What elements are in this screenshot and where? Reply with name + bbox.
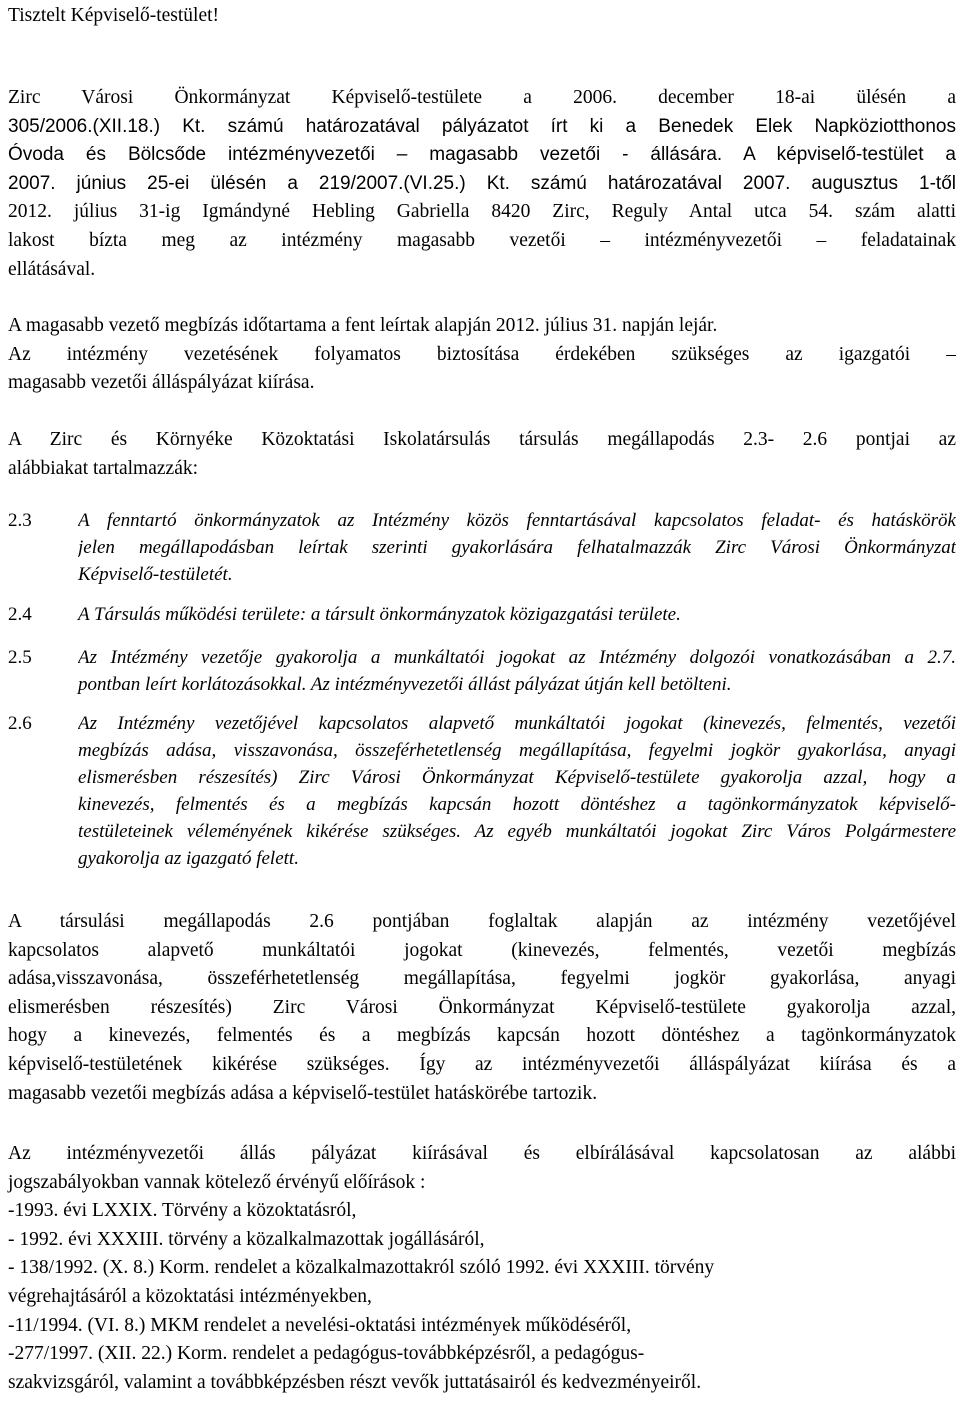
intro-line: 2012. július 31-ig Igmándyné Hebling Gabriella 8420 Zirc, Reguly Antal utca 54. szám alatti xyxy=(8,201,956,223)
agreement-intro-line: A Zirc és Környéke Közoktatási Iskolatársulás társulás megállapodás 2.3- 2.6 pontjai az xyxy=(8,429,956,450)
summary-line: magasabb vezetői megbízás adása a képviselő-testület hatáskörébe tartozik. xyxy=(8,1082,598,1104)
intro-line: 305/2006.(XII.18.) Kt. számú határozatával pályázatot írt ki a Benedek Elek Napköziotthonos xyxy=(8,115,956,137)
summary-line: kapcsolatos alapvető munkáltatói jogokat (kinevezés, felmentés, vezetői megbízás xyxy=(8,939,956,961)
item-line: Az Intézmény vezetőjével kapcsolatos alapvető munkáltatói jogokat (kinevezés, felmentés, vezetői xyxy=(78,713,956,734)
item-line: jelen megállapodásban leírtak szerinti gyakorlására felhatalmazzák Zirc Városi Önkormányzat xyxy=(78,537,956,558)
term-line: A magasabb vezető megbízás időtartama a fent leírtak alapján 2012. július 31. napján lejár. xyxy=(8,315,718,336)
item-number: 2.6 xyxy=(8,713,32,734)
summary-line: elismerésben részesítés) Zirc Városi Önkormányzat Képviselő-testülete gyakorolja azzal, xyxy=(8,996,956,1018)
item-number: 2.3 xyxy=(8,510,32,531)
legal-list-item: szakvizsgáról, valamint a továbbképzésben részt vevők juttatásairól és kedvezményeiről. xyxy=(8,1371,702,1393)
legal-paragraph xyxy=(8,1140,956,1397)
legal-list-item: - 1992. évi XXXIII. törvény a közalkalmazottak jogállásáról, xyxy=(8,1228,485,1250)
summary-paragraph xyxy=(8,908,956,1108)
item-line: Képviselő-testületét. xyxy=(78,564,233,585)
term-paragraph xyxy=(8,312,956,398)
item-number: 2.4 xyxy=(8,604,32,625)
summary-line: képviselő-testületének kikérése szükséges. Így az intézményvezetői álláspályázat kiírása és a xyxy=(8,1053,956,1075)
legal-intro-line: Az intézményvezetői állás pályázat kiírásával és elbírálásával kapcsolatosan az alábbi xyxy=(8,1143,956,1164)
item-line: elismerésben részesítés) Zirc Városi Önkormányzat Képviselő-testülete gyakorolja azzal, hogy a xyxy=(78,767,956,788)
legal-list-item: - 138/1992. (X. 8.) Korm. rendelet a közalkalmazottakról szóló 1992. évi XXXIII. törvény xyxy=(8,1257,715,1279)
legal-list-item: -277/1997. (XII. 22.) Korm. rendelet a pedagógus-továbbképzésről, a pedagógus- xyxy=(8,1343,645,1365)
intro-line: ellátásával. xyxy=(8,258,96,280)
intro-line: 2007. június 25-ei ülésén a 219/2007.(VI.25.) Kt. számú határozatával 2007. augusztus 1-től xyxy=(8,172,956,194)
legal-list-item: -11/1994. (VI. 8.) MKM rendelet a nevelési-oktatási intézmények működéséről, xyxy=(8,1314,632,1336)
intro-line: Zirc Városi Önkormányzat Képviselő-testülete a 2006. december 18-ai ülésén a xyxy=(8,87,956,108)
summary-line: hogy a kinevezés, felmentés és a megbízás kapcsán hozott döntéshez a tagönkormányzatok xyxy=(8,1025,956,1047)
intro-line: lakost bízta meg az intézmény magasabb vezetői – intézményvezetői – feladatainak xyxy=(8,229,956,251)
item-line: Az Intézmény vezetője gyakorolja a munkáltatói jogokat az Intézmény dolgozói vonatkozásában a 2.7. xyxy=(78,647,956,668)
item-line: A fenntartó önkormányzatok az Intézmény közös fenntartásával kapcsolatos feladat- és hatáskörök xyxy=(78,510,956,531)
item-line: gyakorolja az igazgató felett. xyxy=(78,848,299,869)
item-line: pontban leírt korlátozásokkal. Az intézményvezetői állást pályázat útján kell betölteni. xyxy=(78,674,732,695)
item-line: megbízás adása, visszavonása, összeférhetetlenség megállapítása, fegyelmi jogkör gyakorlása, anyagi xyxy=(78,740,956,761)
item-line: A Társulás működési területe: a társult önkormányzatok közigazgatási területe. xyxy=(78,604,681,625)
item-line: kinevezés, felmentés és a megbízás kapcsán hozott döntéshez a tagönkormányzatok képviselő- xyxy=(78,794,956,815)
summary-line: adása,visszavonása, összeférhetetlenség megállapítása, fegyelmi jogkör gyakorlása, anyagi xyxy=(8,968,956,990)
legal-list-item: -1993. évi LXXIX. Törvény a közoktatásról, xyxy=(8,1200,357,1222)
intro-line: Óvoda és Bölcsőde intézményvezetői – magasabb vezetői - állására. A képviselő-testület a xyxy=(8,144,956,166)
intro-paragraph xyxy=(8,84,956,284)
term-line: magasabb vezetői álláspályázat kiírása. xyxy=(8,372,315,394)
legal-list-item: végrehajtásáról a közoktatási intézményekben, xyxy=(8,1285,372,1307)
agreement-intro-paragraph xyxy=(8,426,956,483)
term-line: Az intézmény vezetésének folyamatos biztosítása érdekében szükséges az igazgatói – xyxy=(8,343,956,365)
item-number: 2.5 xyxy=(8,647,32,668)
legal-intro-line: jogszabályokban vannak kötelező érvényű előírások : xyxy=(8,1171,426,1193)
item-line: testületeinek véleményének kikérése szükséges. Az egyéb munkáltatói jogokat Zirc Város Polgármestere xyxy=(78,821,956,842)
summary-line: A társulási megállapodás 2.6 pontjában foglaltak alapján az intézmény vezetőjével xyxy=(8,911,956,932)
agreement-intro-line: alábbiakat tartalmazzák: xyxy=(8,457,199,479)
document-page xyxy=(8,0,956,1403)
salutation: Tisztelt Képviselő-testület! xyxy=(8,5,220,26)
